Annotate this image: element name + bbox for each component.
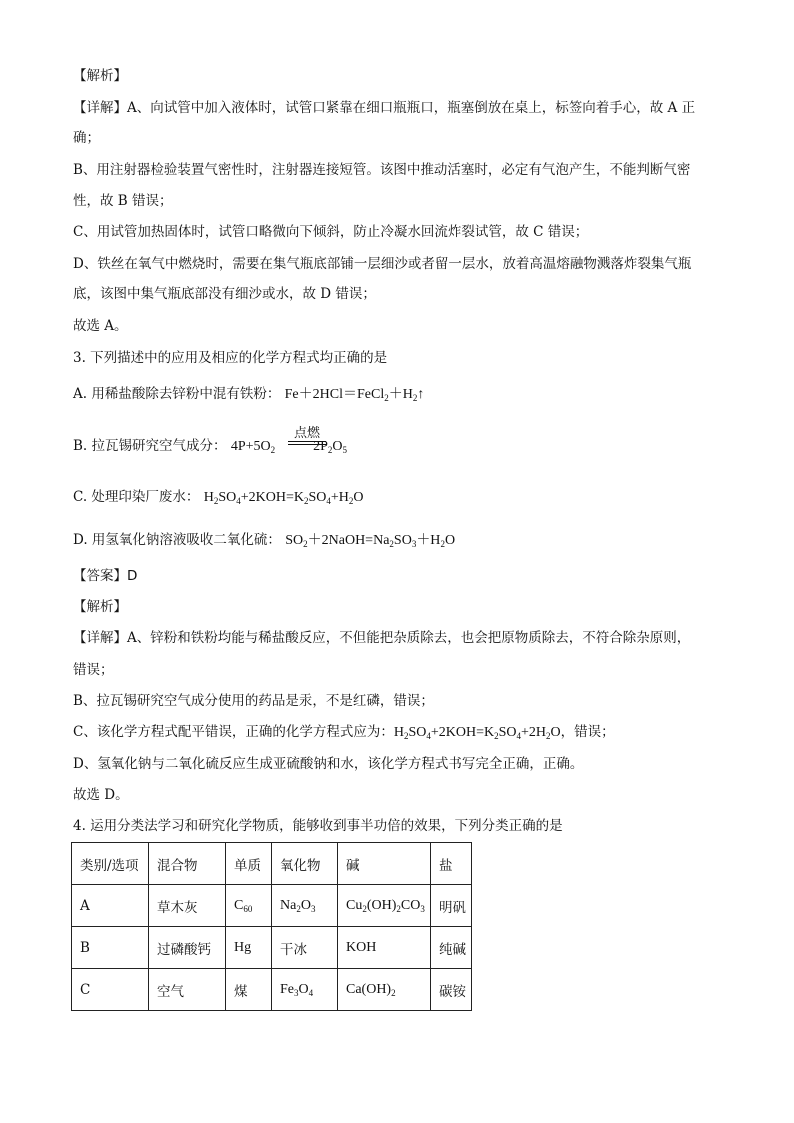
option-label: B. 拉瓦锡研究空气成分： bbox=[73, 438, 227, 454]
detail-line: 底，该图中集气瓶底部没有细沙或水，故 D 错误； bbox=[73, 286, 376, 302]
answer-tag: 【答案】D bbox=[73, 568, 138, 584]
conclusion-line: 故选 A。 bbox=[73, 318, 128, 334]
detail-line: 错误； bbox=[73, 662, 114, 678]
detail-line: C、用试管加热固体时，试管口略微向下倾斜，防止冷凝水回流炸裂试管，故 C 错误； bbox=[73, 224, 589, 240]
question-stem: 4. 运用分类法学习和研究化学物质，能够收到事半功倍的效果，下列分类正确的是 bbox=[73, 818, 563, 834]
option-a bbox=[73, 384, 424, 405]
column-header: 碱 bbox=[338, 843, 431, 885]
detail-line: B、拉瓦锡研究空气成分使用的药品是汞，不是红磷，错误； bbox=[73, 693, 434, 709]
table-cell: A bbox=[72, 885, 149, 927]
option-c bbox=[73, 487, 364, 508]
detail-line: 性，故 B 错误； bbox=[73, 193, 173, 209]
table-cell: B bbox=[72, 927, 149, 969]
equation: $H_2SO_4+2KOH=K_2SO_4+2H_2O$ bbox=[393, 725, 561, 741]
column-header: 盐 bbox=[431, 843, 472, 885]
table-cell: KOH bbox=[338, 927, 431, 969]
option-b bbox=[73, 436, 347, 457]
detail-line: 【详解】A、锌粉和铁粉均能与稀盐酸反应，不但能把杂质除去，也会把原物质除去，不符合除杂原则， bbox=[73, 630, 691, 646]
table-row bbox=[72, 969, 472, 1011]
equation: $Fe+2HCl=FeCl_2+H_2↑$ bbox=[284, 387, 425, 403]
table-cell: $Cu_2(OH)_2CO_3$ bbox=[338, 885, 431, 927]
detail-line: 【详解】A、向试管中加入液体时，试管口紧靠在细口瓶瓶口，瓶塞倒放在桌上，标签向着手心，故 A 正 bbox=[73, 100, 696, 116]
analysis-tag: 【解析】 bbox=[73, 599, 127, 615]
detail-line: 确； bbox=[73, 130, 100, 146]
column-header: 混合物 bbox=[149, 843, 226, 885]
column-header: 类别/选项 bbox=[72, 843, 149, 885]
option-label: A. 用稀盐酸除去锌粉中混有铁粉： bbox=[73, 386, 281, 402]
equation: $H_2SO_4+2KOH=K_2SO_4+H_2O$ bbox=[203, 490, 364, 506]
question-stem: 3. 下列描述中的应用及相应的化学方程式均正确的是 bbox=[73, 350, 388, 366]
table-cell: 煤 bbox=[226, 969, 272, 1011]
table-cell: $C_{60}$ bbox=[226, 885, 272, 927]
table-cell: 草木灰 bbox=[149, 885, 226, 927]
analysis-tag: 【解析】 bbox=[73, 68, 127, 84]
column-header: 氧化物 bbox=[272, 843, 338, 885]
table-cell: 过磷酸钙 bbox=[149, 927, 226, 969]
detail-line: C、该化学方程式配平错误，正确的化学方程式应为：$H_2SO_4+2KOH=K_2SO_4+2H_2O$，错误； bbox=[73, 724, 615, 741]
table-cell: 纯碱 bbox=[431, 927, 472, 969]
option-label: D. 用氢氧化钠溶液吸收二氧化硫： bbox=[73, 532, 281, 548]
table-cell: $Fe_3O_4$ bbox=[272, 969, 338, 1011]
table-header-row bbox=[72, 843, 472, 885]
option-d bbox=[73, 530, 455, 551]
table-cell: $Na_2O_3$ bbox=[272, 885, 338, 927]
equation: $4P+5O_2$ $2P_2O_5$ bbox=[230, 439, 348, 455]
detail-line: B、用注射器检验装置气密性时，注射器连接短管。该图中推动活塞时，必定有气泡产生，不能判断气密 bbox=[73, 162, 691, 178]
table-cell: 碳铵 bbox=[431, 969, 472, 1011]
table-cell: C bbox=[72, 969, 149, 1011]
table-row bbox=[72, 927, 472, 969]
detail-line: D、氢氧化钠与二氧化硫反应生成亚硫酸钠和水，该化学方程式书写完全正确，正确。 bbox=[73, 756, 584, 772]
table-cell: 干冰 bbox=[272, 927, 338, 969]
detail-line: D、铁丝在氧气中燃烧时，需要在集气瓶底部铺一层细沙或者留一层水，放着高温熔融物溅落炸裂集气瓶 bbox=[73, 256, 692, 272]
conclusion-line: 故选 D。 bbox=[73, 787, 129, 803]
table-cell: 空气 bbox=[149, 969, 226, 1011]
column-header: 单质 bbox=[226, 843, 272, 885]
table-cell: $Ca(OH)_2$ bbox=[338, 969, 431, 1011]
table-row bbox=[72, 885, 472, 927]
option-label: C. 处理印染厂废水： bbox=[73, 489, 200, 505]
reaction-condition: 点燃 bbox=[293, 426, 320, 441]
classification-table bbox=[71, 842, 472, 1011]
table-cell: Hg bbox=[226, 927, 272, 969]
table-cell: 明矾 bbox=[431, 885, 472, 927]
equation: $SO_2+2NaOH=Na_2SO_3+H_2O$ bbox=[285, 533, 456, 549]
